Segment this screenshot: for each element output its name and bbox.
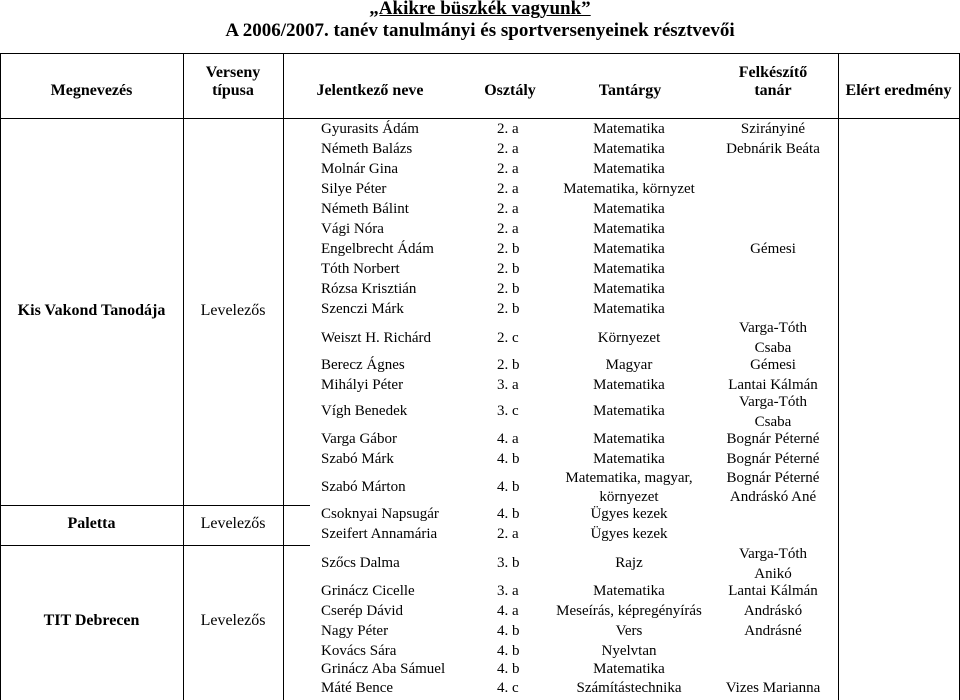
student-name: Grinácz Cicelle [321,583,415,599]
student-name: Kovács Sára [321,643,397,659]
student-name: Weiszt H. Richárd [321,330,432,346]
class-cell: 4. b [497,506,520,522]
subject-cell: Magyar [605,357,653,373]
class-cell: 4. a [497,603,519,619]
teacher-cell: Lantai Kálmán [728,377,818,393]
subject-cell: Matematika [593,161,665,177]
subject-cell-line2: környezet [599,489,659,505]
subject-cell: Matematika [593,261,665,277]
teacher-cell: Varga-Tóth [738,394,808,410]
subject-cell: Rajz [615,555,643,571]
student-name: Silye Péter [321,181,387,197]
header-verseny-tipusa-2: típusa [212,82,254,99]
col-divider-verseny [283,53,284,700]
teacher-cell: Bognár Péterné [726,451,820,467]
subject-cell: Matematika [593,661,665,677]
teacher-cell: Vizes Marianna [725,680,821,696]
student-name: Nagy Péter [321,623,389,639]
col-divider-eredmeny [838,53,839,700]
group-name-tit: TIT Debrecen [43,612,140,629]
class-cell: 4. b [497,661,520,677]
class-cell: 2. a [497,141,519,157]
subject-cell: Ügyes kezek [590,506,668,522]
header-osztaly: Osztály [484,82,536,99]
subject-cell: Matematika [593,241,665,257]
student-name: Engelbrecht Ádám [321,241,434,257]
teacher-cell: Gémesi [750,241,796,257]
teacher-cell: Andrásné [744,623,802,639]
group-name-kis-vakond: Kis Vakond Tanodája [17,302,166,319]
student-name: Vági Nóra [321,221,384,237]
header-verseny-tipusa-1: Verseny [205,64,261,81]
student-name: Molnár Gina [321,161,399,177]
table-left-border [0,53,1,700]
group-divider-tit [0,545,310,546]
student-name: Németh Bálint [321,201,409,217]
class-cell: 2. b [497,281,520,297]
header-jelentkezo-neve: Jelentkező neve [316,82,424,99]
class-cell: 3. b [497,555,520,571]
class-cell: 2. a [497,181,519,197]
student-name: Szenczi Márk [321,301,404,317]
teacher-cell: Andráskó [743,603,803,619]
header-felkeszito-1: Felkészítő [738,64,808,81]
table-top-border [0,53,960,54]
header-felkeszito-2: tanár [754,82,792,99]
subject-cell: Matematika [593,221,665,237]
class-cell: 3. c [497,403,519,419]
subject-cell: Meseírás, képregényírás [556,603,702,619]
teacher-cell-line2: Csaba [754,340,792,356]
teacher-cell: Bognár Péterné [726,431,820,447]
subject-cell: Matematika [593,141,665,157]
student-name: Gyurasits Ádám [321,121,419,137]
group-type-tit: Levelezős [200,612,266,629]
document-subtitle: A 2006/2007. tanév tanulmányi és sportversenyeinek résztvevői [225,20,735,41]
student-name: Tóth Norbert [321,261,400,277]
class-cell: 2. a [497,121,519,137]
subject-cell: Matematika [593,301,665,317]
class-cell: 4. b [497,643,520,659]
teacher-cell: Varga-Tóth [738,320,808,336]
class-cell: 4. b [497,479,520,495]
class-cell: 2. a [497,201,519,217]
class-cell: 2. b [497,301,520,317]
group-type-kis-vakond: Levelezős [200,302,266,319]
class-cell: 2. c [497,330,519,346]
class-cell: 2. b [497,261,520,277]
class-cell: 4. a [497,431,519,447]
subject-cell: Vers [615,623,643,639]
student-name: Szabó Márton [321,479,406,495]
col-divider-megnevezes [183,53,184,700]
subject-cell: Nyelvtan [601,643,657,659]
subject-cell: Matematika, magyar, [565,470,693,486]
student-name: Máté Bence [321,680,394,696]
subject-cell: Számítástechnika [576,680,682,696]
class-cell: 2. a [497,221,519,237]
student-name: Németh Balázs [321,141,413,157]
class-cell: 2. a [497,526,519,542]
student-name: Szőcs Dalma [321,555,400,571]
student-name: Vígh Benedek [321,403,408,419]
teacher-cell: Szirányiné [740,121,806,137]
subject-cell: Matematika, környzet [563,181,695,197]
student-name: Csoknyai Napsugár [321,506,439,522]
teacher-cell-line2: Anikó [754,566,792,582]
subject-cell: Matematika [593,201,665,217]
teacher-cell: Debnárik Beáta [726,141,820,157]
document-title: „Akikre büszkék vagyunk” [369,0,591,19]
student-name: Szabó Márk [321,451,394,467]
class-cell: 2. a [497,161,519,177]
student-name: Szeifert Annamária [321,526,438,542]
teacher-cell: Varga-Tóth [738,546,808,562]
teacher-cell: Bognár Péterné [726,470,820,486]
subject-cell: Matematika [593,431,665,447]
header-tantargy: Tantárgy [598,82,662,99]
subject-cell: Környezet [597,330,661,346]
group-divider-paletta [0,505,310,506]
class-cell: 4. c [497,680,519,696]
header-megnevezes: Megnevezés [50,82,133,99]
teacher-cell-line2: Csaba [754,414,792,430]
teacher-cell-line2: Andráskó Ané [729,489,817,505]
student-name: Grinácz Aba Sámuel [321,661,446,677]
class-cell: 3. a [497,583,519,599]
subject-cell: Matematika [593,377,665,393]
student-name: Berecz Ágnes [321,357,405,373]
header-bottom-border [0,118,960,119]
teacher-cell: Lantai Kálmán [728,583,818,599]
class-cell: 4. b [497,451,520,467]
class-cell: 4. b [497,623,520,639]
teacher-cell: Gémesi [750,357,796,373]
class-cell: 2. b [497,241,520,257]
header-elert-eredmeny: Elért eredmény [845,82,952,99]
subject-cell: Matematika [593,281,665,297]
class-cell: 3. a [497,377,519,393]
subject-cell: Ügyes kezek [590,526,668,542]
student-name: Rózsa Krisztián [321,281,417,297]
group-type-paletta: Levelezős [200,515,266,532]
student-name: Cserép Dávid [321,603,404,619]
subject-cell: Matematika [593,121,665,137]
subject-cell: Matematika [593,451,665,467]
class-cell: 2. b [497,357,520,373]
student-name: Mihályi Péter [321,377,404,393]
subject-cell: Matematika [593,583,665,599]
group-name-paletta: Paletta [67,515,116,532]
student-name: Varga Gábor [321,431,397,447]
subject-cell: Matematika [593,403,665,419]
